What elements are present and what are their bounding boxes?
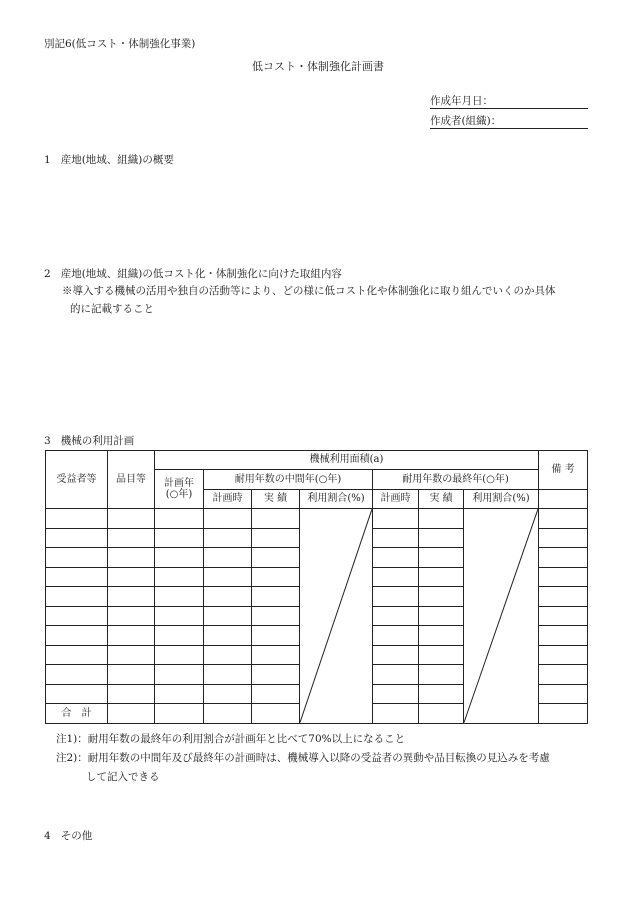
cell-remarks[interactable] — [539, 626, 588, 646]
cell-remarks[interactable] — [539, 606, 588, 626]
header-final-ratio: 利用割合(%) — [464, 490, 539, 509]
document-title: 低コスト・体制強化計画書 — [252, 60, 384, 73]
cell-mid-plan-time[interactable] — [204, 567, 252, 587]
cell-item[interactable] — [108, 548, 155, 568]
cell-mid-actual[interactable] — [252, 665, 300, 685]
cell-mid-actual[interactable] — [252, 567, 300, 587]
section-2-note-line2: 的に記載すること — [70, 303, 154, 315]
cell-final-plan-time[interactable] — [373, 626, 419, 646]
cell-final-actual[interactable] — [419, 645, 464, 665]
cell-mid-actual[interactable] — [252, 528, 300, 548]
header-machine-area: 機械利用面積(a) — [155, 451, 539, 470]
cell-plan-year[interactable] — [155, 509, 204, 529]
cell-mid-plan-time[interactable] — [204, 684, 252, 704]
header-mid-actual: 実 績 — [252, 490, 300, 509]
note-2-line2: して記入できる — [86, 771, 160, 783]
cell-item[interactable] — [108, 587, 155, 607]
cell-item[interactable] — [108, 626, 155, 646]
section-1-heading — [44, 152, 174, 167]
cell-final-actual[interactable] — [419, 684, 464, 704]
header-final-actual: 実 績 — [419, 490, 464, 509]
cell-mid-plan-time[interactable] — [204, 626, 252, 646]
section-1-number: 1 — [44, 154, 51, 166]
cell-plan-year[interactable] — [155, 665, 204, 685]
cell-mid-plan-time[interactable] — [204, 665, 252, 685]
section-2-heading — [44, 266, 342, 281]
total-label: 合 計 — [46, 704, 108, 724]
section-2-number: 2 — [44, 268, 51, 280]
cell-plan-year[interactable] — [155, 626, 204, 646]
cell-remarks[interactable] — [539, 528, 588, 548]
cell-plan-year[interactable] — [155, 528, 204, 548]
header-mid-ratio: 利用割合(%) — [300, 490, 373, 509]
form-number: 別記6(低コスト・体制強化事業) — [44, 38, 196, 50]
creation-date-field[interactable] — [430, 93, 588, 109]
creation-date-label: 作成年月日： — [430, 93, 588, 109]
section-4-heading — [44, 828, 92, 843]
cell-final-actual[interactable] — [419, 528, 464, 548]
cell-item[interactable] — [108, 684, 155, 704]
section-1-title: 産地(地域、組織)の概要 — [60, 154, 174, 166]
cell-total-mid-plan-time[interactable] — [204, 704, 252, 724]
header-plan-year-line2: (○年) — [165, 489, 193, 500]
cell-final-actual[interactable] — [419, 665, 464, 685]
cell-mid-actual[interactable] — [252, 509, 300, 529]
cell-final-plan-time[interactable] — [373, 567, 419, 587]
cell-mid-plan-time[interactable] — [204, 587, 252, 607]
cell-remarks[interactable] — [539, 509, 588, 529]
section-2-title: 産地(地域、組織)の低コスト化・体制強化に向けた取組内容 — [60, 268, 342, 280]
header-final-year: 耐用年数の最終年(○年) — [373, 470, 539, 490]
cell-mid-actual[interactable] — [252, 626, 300, 646]
cell-final-plan-time[interactable] — [373, 665, 419, 685]
cell-final-actual[interactable] — [419, 548, 464, 568]
cell-beneficiary[interactable] — [46, 509, 108, 529]
cell-item[interactable] — [108, 665, 155, 685]
machine-usage-plan-table — [45, 450, 588, 724]
mid-ratio-diagonal-cell — [300, 509, 373, 724]
cell-final-actual[interactable] — [419, 626, 464, 646]
cell-mid-plan-time[interactable] — [204, 509, 252, 529]
cell-plan-year[interactable] — [155, 606, 204, 626]
table-row — [46, 509, 588, 529]
header-remarks: 備 考 — [539, 451, 588, 490]
section-3-heading — [44, 433, 134, 448]
cell-total-final-actual[interactable] — [419, 704, 464, 724]
cell-final-plan-time[interactable] — [373, 645, 419, 665]
header-plan-year — [155, 470, 204, 509]
cell-beneficiary[interactable] — [46, 587, 108, 607]
cell-mid-actual[interactable] — [252, 587, 300, 607]
cell-plan-year[interactable] — [155, 567, 204, 587]
cell-remarks[interactable] — [539, 548, 588, 568]
author-field[interactable] — [430, 113, 588, 129]
cell-mid-plan-time[interactable] — [204, 548, 252, 568]
header-mid-year: 耐用年数の中間年(○年) — [204, 470, 373, 490]
note-2-line1: 注2)：耐用年数の中間年及び最終年の計画時は、機械導入以降の受益者の異動や品目転換の見込みを考慮 — [56, 752, 550, 764]
cell-beneficiary[interactable] — [46, 606, 108, 626]
cell-remarks[interactable] — [539, 645, 588, 665]
cell-beneficiary[interactable] — [46, 567, 108, 587]
cell-beneficiary[interactable] — [46, 645, 108, 665]
cell-final-actual[interactable] — [419, 509, 464, 529]
cell-mid-actual[interactable] — [252, 606, 300, 626]
cell-plan-year[interactable] — [155, 684, 204, 704]
cell-remarks[interactable] — [539, 684, 588, 704]
cell-final-plan-time[interactable] — [373, 606, 419, 626]
cell-total-plan-year[interactable] — [155, 704, 204, 724]
cell-item[interactable] — [108, 509, 155, 529]
section-3-number: 3 — [44, 435, 51, 447]
section-4-title: その他 — [60, 830, 93, 842]
cell-total-item[interactable] — [108, 704, 155, 724]
cell-beneficiary[interactable] — [46, 528, 108, 548]
header-mid-plan-time: 計画時 — [204, 490, 252, 509]
cell-final-plan-time[interactable] — [373, 548, 419, 568]
cell-plan-year[interactable] — [155, 548, 204, 568]
header-remarks-blank — [539, 490, 588, 509]
cell-mid-plan-time[interactable] — [204, 528, 252, 548]
section-3-title: 機械の利用計画 — [60, 435, 135, 447]
cell-mid-actual[interactable] — [252, 548, 300, 568]
cell-total-remarks[interactable] — [539, 704, 588, 724]
cell-mid-actual[interactable] — [252, 684, 300, 704]
cell-final-actual[interactable] — [419, 606, 464, 626]
header-plan-year-line1: 計画年 — [164, 477, 194, 489]
cell-beneficiary[interactable] — [46, 665, 108, 685]
cell-final-plan-time[interactable] — [373, 684, 419, 704]
note-1: 注1)：耐用年数の最終年の利用割合が計画年と比べて70%以上になること — [56, 733, 406, 745]
section-2-note-line1: ※導入する機械の活用や独自の活動等により、どの様に低コスト化や体制強化に取り組んでいくのか具体 — [62, 285, 556, 297]
cell-total-mid-actual[interactable] — [252, 704, 300, 724]
cell-mid-actual[interactable] — [252, 645, 300, 665]
cell-item[interactable] — [108, 606, 155, 626]
diagonal-line-icon — [464, 509, 538, 723]
author-label: 作成者(組織)： — [430, 113, 588, 129]
cell-beneficiary[interactable] — [46, 548, 108, 568]
header-beneficiary: 受益者等 — [46, 451, 108, 509]
header-final-plan-time: 計画時 — [373, 490, 419, 509]
cell-item[interactable] — [108, 528, 155, 548]
cell-beneficiary[interactable] — [46, 684, 108, 704]
cell-plan-year[interactable] — [155, 587, 204, 607]
cell-total-final-plan-time[interactable] — [373, 704, 419, 724]
cell-mid-plan-time[interactable] — [204, 606, 252, 626]
cell-remarks[interactable] — [539, 567, 588, 587]
header-item: 品目等 — [108, 451, 155, 509]
cell-beneficiary[interactable] — [46, 626, 108, 646]
cell-remarks[interactable] — [539, 665, 588, 685]
final-ratio-diagonal-cell — [464, 509, 539, 724]
cell-plan-year[interactable] — [155, 645, 204, 665]
cell-mid-plan-time[interactable] — [204, 645, 252, 665]
cell-remarks[interactable] — [539, 587, 588, 607]
cell-item[interactable] — [108, 567, 155, 587]
cell-final-actual[interactable] — [419, 587, 464, 607]
cell-item[interactable] — [108, 645, 155, 665]
cell-final-plan-time[interactable] — [373, 587, 419, 607]
section-4-number: 4 — [44, 830, 51, 842]
cell-final-plan-time[interactable] — [373, 528, 419, 548]
cell-final-actual[interactable] — [419, 567, 464, 587]
diagonal-line-icon — [300, 509, 372, 723]
cell-final-plan-time[interactable] — [373, 509, 419, 529]
